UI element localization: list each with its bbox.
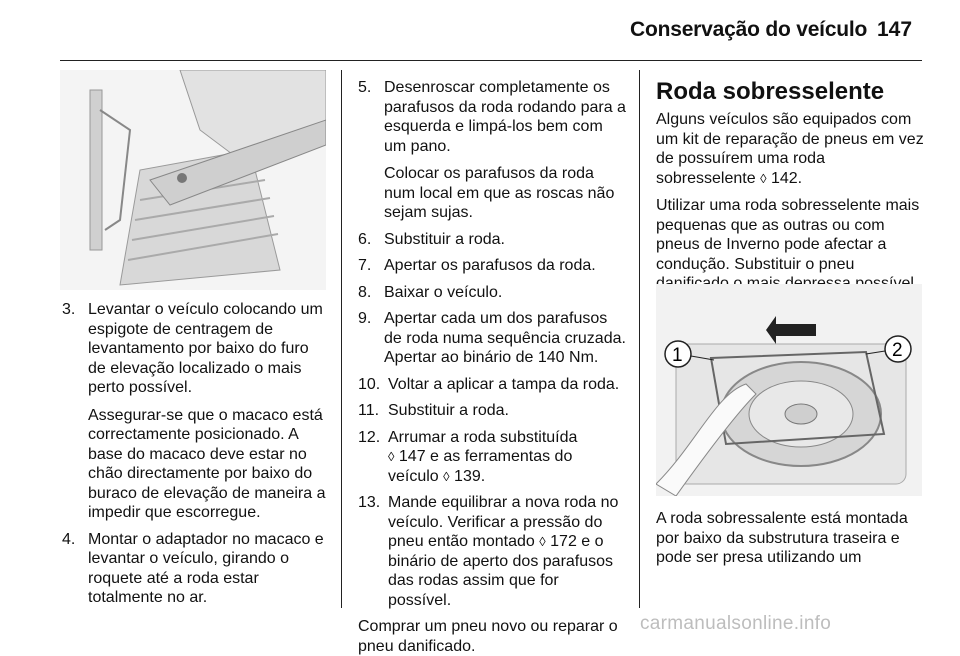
column-divider-left <box>341 70 342 608</box>
page-ref-icon: ◊ <box>539 534 546 549</box>
step-number: 5. <box>358 79 372 96</box>
page-ref[interactable]: 139. <box>454 467 486 485</box>
page-header-title: Conservação do veículo <box>630 18 868 41</box>
step-text: Voltar a aplicar a tampa da roda. <box>388 375 620 393</box>
step-number: 10. <box>358 375 381 393</box>
watermark: carmanualsonline.info <box>640 613 832 634</box>
jack-illustration <box>60 70 326 290</box>
column-left <box>62 300 330 615</box>
step-text <box>388 428 626 487</box>
closing-note: Comprar um pneu novo ou reparar o pneu danificado. <box>358 618 618 655</box>
step-6 <box>358 230 626 250</box>
page-ref-icon: ◊ <box>443 468 450 484</box>
page-ref-icon: ◊ <box>760 170 767 186</box>
step-text <box>388 493 626 610</box>
step-8 <box>358 283 626 303</box>
page-ref[interactable]: 142. <box>770 169 803 187</box>
column-right-lower <box>656 509 924 568</box>
step-12 <box>358 428 626 487</box>
step-number: 13. <box>358 494 381 511</box>
page-number: 147 <box>877 18 913 41</box>
column-divider-right <box>639 70 640 608</box>
step-note: Assegurar-se que o macaco está correctamente posicionado. A base do macaco deve estar no chão directamente por baixo do buraco de elevação de maneira a impedir que escorregue. <box>88 406 326 521</box>
header-rule <box>60 60 922 61</box>
column-middle <box>358 78 626 656</box>
step-number: 8. <box>358 283 372 301</box>
step-7 <box>358 256 626 276</box>
section-title: Roda sobresselente <box>656 78 885 105</box>
step-text: Substituir a roda. <box>388 402 509 419</box>
figure-label-1: 1 <box>672 345 683 366</box>
page-ref[interactable]: 147 <box>398 448 426 465</box>
step-text-part: Arrumar a roda substituída <box>388 428 578 446</box>
intro-paragraph <box>656 110 924 188</box>
step-text-part: Mande equilibrar a nova roda no veículo. Verificar a pressão do pneu então montado <box>388 494 619 550</box>
step-text: Apertar cada um dos parafusos de roda numa sequência cruzada. Apertar ao binário de 140 Nm. <box>384 310 626 366</box>
step-10 <box>358 375 626 395</box>
step-number: 6. <box>358 230 372 248</box>
step-number: 12. <box>358 428 381 446</box>
paragraph-text: Alguns veículos são equipados com um kit de reparação de pneus em vez de possuírem uma roda sobresselente <box>656 111 924 187</box>
step-text: Montar o adaptador no macaco e levantar o veículo, girando o roquete até a roda estar totalmente no ar. <box>88 530 324 606</box>
step-5 <box>358 78 626 223</box>
step-3 <box>62 300 330 523</box>
page-ref-icon: ◊ <box>388 449 395 464</box>
spare-wheel-illustration <box>656 284 922 496</box>
step-text-part: e o binário de aperto dos parafusos das rodas assim que for possível. <box>388 533 614 609</box>
step-text: Apertar os parafusos da roda. <box>384 257 596 274</box>
step-text: Levantar o veículo colocando um espigote de centragem de levantamento por baixo do furo de elevação localizado o mais perto possível. <box>88 301 323 396</box>
step-text-part: e as ferramentas do veículo <box>388 448 573 485</box>
step-11 <box>358 401 626 421</box>
step-text: Desenroscar completamente os parafusos da roda rodando para a esquerda e limpá-los bem com um pano. <box>384 79 626 155</box>
step-note: Colocar os parafusos da roda num local em que as roscas não sejam sujas. <box>384 165 615 221</box>
step-number: 11. <box>358 402 380 419</box>
step-number: 4. <box>62 530 76 548</box>
step-text: Baixar o veículo. <box>384 283 503 301</box>
figure-label-2: 2 <box>892 340 903 361</box>
step-4 <box>62 530 330 608</box>
step-number: 9. <box>358 310 372 327</box>
step-text: Substituir a roda. <box>384 230 505 248</box>
figure-caption: A roda sobressalente está montada por baixo da substrutura traseira e pode ser presa utilizando um <box>656 510 908 566</box>
step-number: 3. <box>62 301 76 318</box>
step-13 <box>358 493 626 610</box>
step-9 <box>358 309 626 368</box>
column-right <box>656 78 924 302</box>
warning-paragraph: Utilizar uma roda sobresselente mais pequenas que as outras ou com pneus de Inverno pode afectar a condução. Substituir o pneu <box>656 197 920 273</box>
page-ref[interactable]: 172 <box>550 533 577 550</box>
step-number: 7. <box>358 257 372 274</box>
